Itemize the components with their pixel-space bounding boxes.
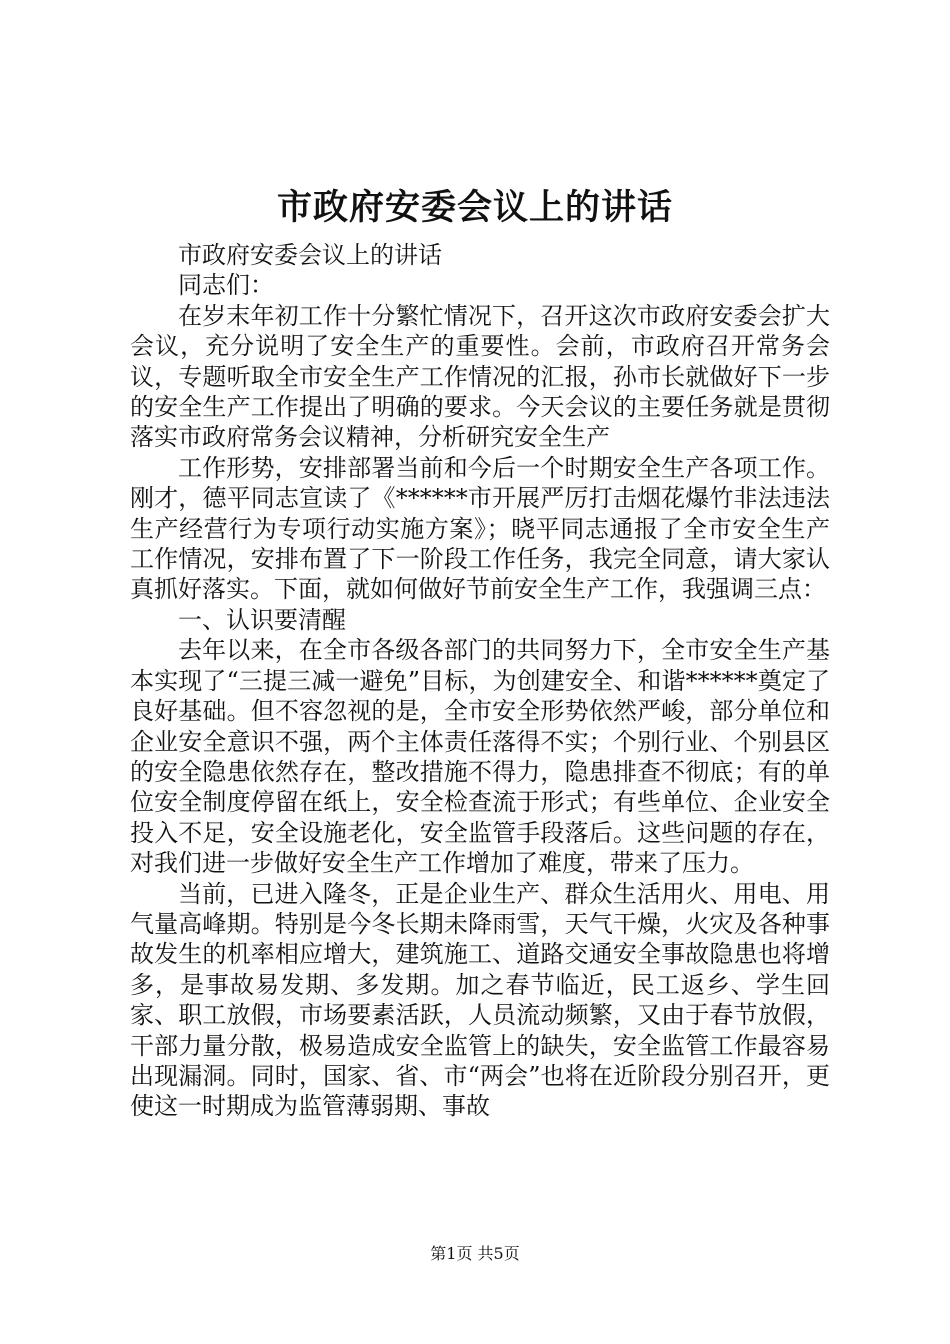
document-body [130,240,830,1122]
paragraph: 在岁末年初工作十分繁忙情况下，召开这次市政府安委会扩大会议，充分说明了安全生产的重要性。会前，市政府召开常务会议，专题听取全市安全生产工作情况的汇报，孙市长就做好下一步的安全生产工作提出了明确的要求。今天会议的主要任务就是贯彻落实市政府常务会议精神，分析研究安全生产 [130,301,830,452]
paragraph-subtitle: 市政府安委会议上的讲话 [178,241,442,269]
paragraph: 去年以来，在全市各级各部门的共同努力下，全市安全生产基本实现了“三提三减一避免”目标，为创建安全、和谐******奠定了良好基础。但不容忽视的是，全市安全形势依然严峻，部分单位和企业安全意识不强，两个主体责任落得不实；个别行业、个别县区的安全隐患依然存在，整改措施不得力，隐患排查不彻底；有的单位安全制度停留在纸上，安全检查流于形式；有些单位、企业安全投入不足，安全设施老化，安全监管手段落后。这些问题的存在，对我们进一步做好安全生产工作增加了难度，带来了压力。 [130,636,830,878]
paragraph: 工作形势，安排部署当前和今后一个时期安全生产各项工作。刚才，德平同志宣读了《******市开展严厉打击烟花爆竹非法违法生产经营行为专项行动实施方案》；晓平同志通报了全市安全生产工作情况，安排布置了下一阶段工作任务，我完全同意，请大家认真抓好落实。下面，就如何做好节前安全生产工作，我强调三点： [130,453,830,604]
paragraph: 当前，已进入隆冬，正是企业生产、群众生活用火、用电、用气量高峰期。特别是今冬长期未降雨雪，天气干燥，火灾及各种事故发生的机率相应增大，建筑施工、道路交通安全事故隐患也将增多，是事故易发期、多发期。加之春节临近，民工返乡、学生回家、职工放假，市场要素活跃，人员流动频繁，又由于春节放假，干部力量分散，极易造成安全监管上的缺失，安全监管工作最容易出现漏洞。同时，国家、省、市“两会”也将在近阶段分别召开，更使这一时期成为监管薄弱期、事故 [130,879,830,1121]
document-title: 市政府安委会议上的讲话 [276,187,673,228]
paragraph-salutation: 同志们： [178,271,274,300]
section-heading: 一、认识要清醒 [178,605,346,634]
page-number-footer: 第1页 共5页 [430,1244,520,1263]
